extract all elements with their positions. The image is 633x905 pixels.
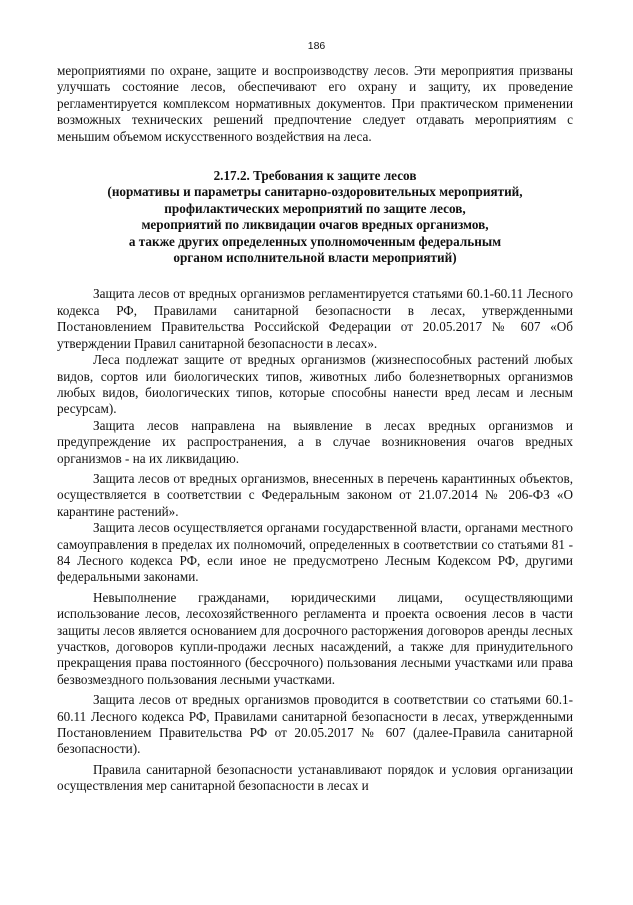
document-body [57, 63, 573, 795]
body-paragraph: Защита лесов от вредных организмов, внесенных в перечень карантинных объектов, осуществляется в соответствии с Федеральным законом от 21.07.2014 № 206-ФЗ «О карантине растений». [57, 470, 573, 519]
heading-line: (нормативы и параметры санитарно-оздоровительных мероприятий, [107, 184, 523, 200]
body-paragraph: Защита лесов направлена на выявление в лесах вредных организмов и предупреждение их распространения, а в случае возникновения очагов вредных организмов - на их ликвидацию. [57, 417, 573, 466]
heading-line: органом исполнительной власти мероприятий) [173, 250, 457, 266]
heading-line: профилактических мероприятий по защите лесов, [164, 200, 466, 216]
page-number: 186 [307, 40, 326, 52]
heading-line: мероприятий по ликвидации очагов вредных организмов, [141, 217, 489, 233]
body-paragraph: Защита лесов от вредных организмов проводится в соответствии со статьями 60.1-60.11 Лесного кодекса РФ, Правилами санитарной безопасности в лесах, утвержденными Постановлением Правительства РФ от 20.05.2017 № 607 (далее-Правила санитарной безопасности). [57, 692, 573, 757]
body-paragraph: Невыполнение гражданами, юридическими лицами, осуществляющими использование лесов, лесохозяйственного регламента и проекта освоения лесов в части защиты лесов является основанием для досрочного расторжения договоров аренды лесных участков, договоров купли-продажи лесных насаждений, а также для принудительного прекращения права постоянного (бессрочного) пользования лесными участками или права безвозмездного пользования лесными участками. [57, 589, 573, 687]
heading-line: а также других определенных уполномоченным федеральным [128, 233, 502, 249]
section-heading [57, 168, 573, 266]
body-paragraph: Правила санитарной безопасности устанавливают порядок и условия организации осуществления мер санитарной безопасности в лесах и [57, 761, 573, 794]
intro-paragraph: мероприятиями по охране, защите и воспроизводству лесов. Эти мероприятия призваны улучшать состояние лесов, обеспечивают его охрану и защиту, их проведение регламентируется комплексом нормативных документов. При практическом применении возможных технических решений предпочтение следует отдавать мероприятиям с меньшим объемом искусственного воздействия на леса. [57, 63, 573, 144]
body-paragraph: Защита лесов от вредных организмов регламентируется статьями 60.1-60.11 Лесного кодекса РФ, Правилами санитарной безопасности в лесах, утвержденными Постановлением Правительства Российской Федерации от 20.05.2017 № 607 «Об утверждении Правил санитарной безопасности в лесах». [57, 286, 573, 351]
body-paragraph: Защита лесов осуществляется органами государственной власти, органами местного самоуправления в пределах их полномочий, определенных в соответствии со статьями 81 - 84 Лесного кодекса РФ, если иное не предусмотрено Лесным Кодексом РФ, другими федеральными законами. [57, 520, 573, 585]
heading-line: 2.17.2. Требования к защите лесов [213, 168, 417, 184]
body-paragraph: Леса подлежат защите от вредных организмов (жизнеспособных растений любых видов, сортов или биологических типов, животных либо болезнетворных организмов любых видов, биологических типов, которые способны нанести вред лесам и лесным ресурсам). [57, 352, 573, 417]
